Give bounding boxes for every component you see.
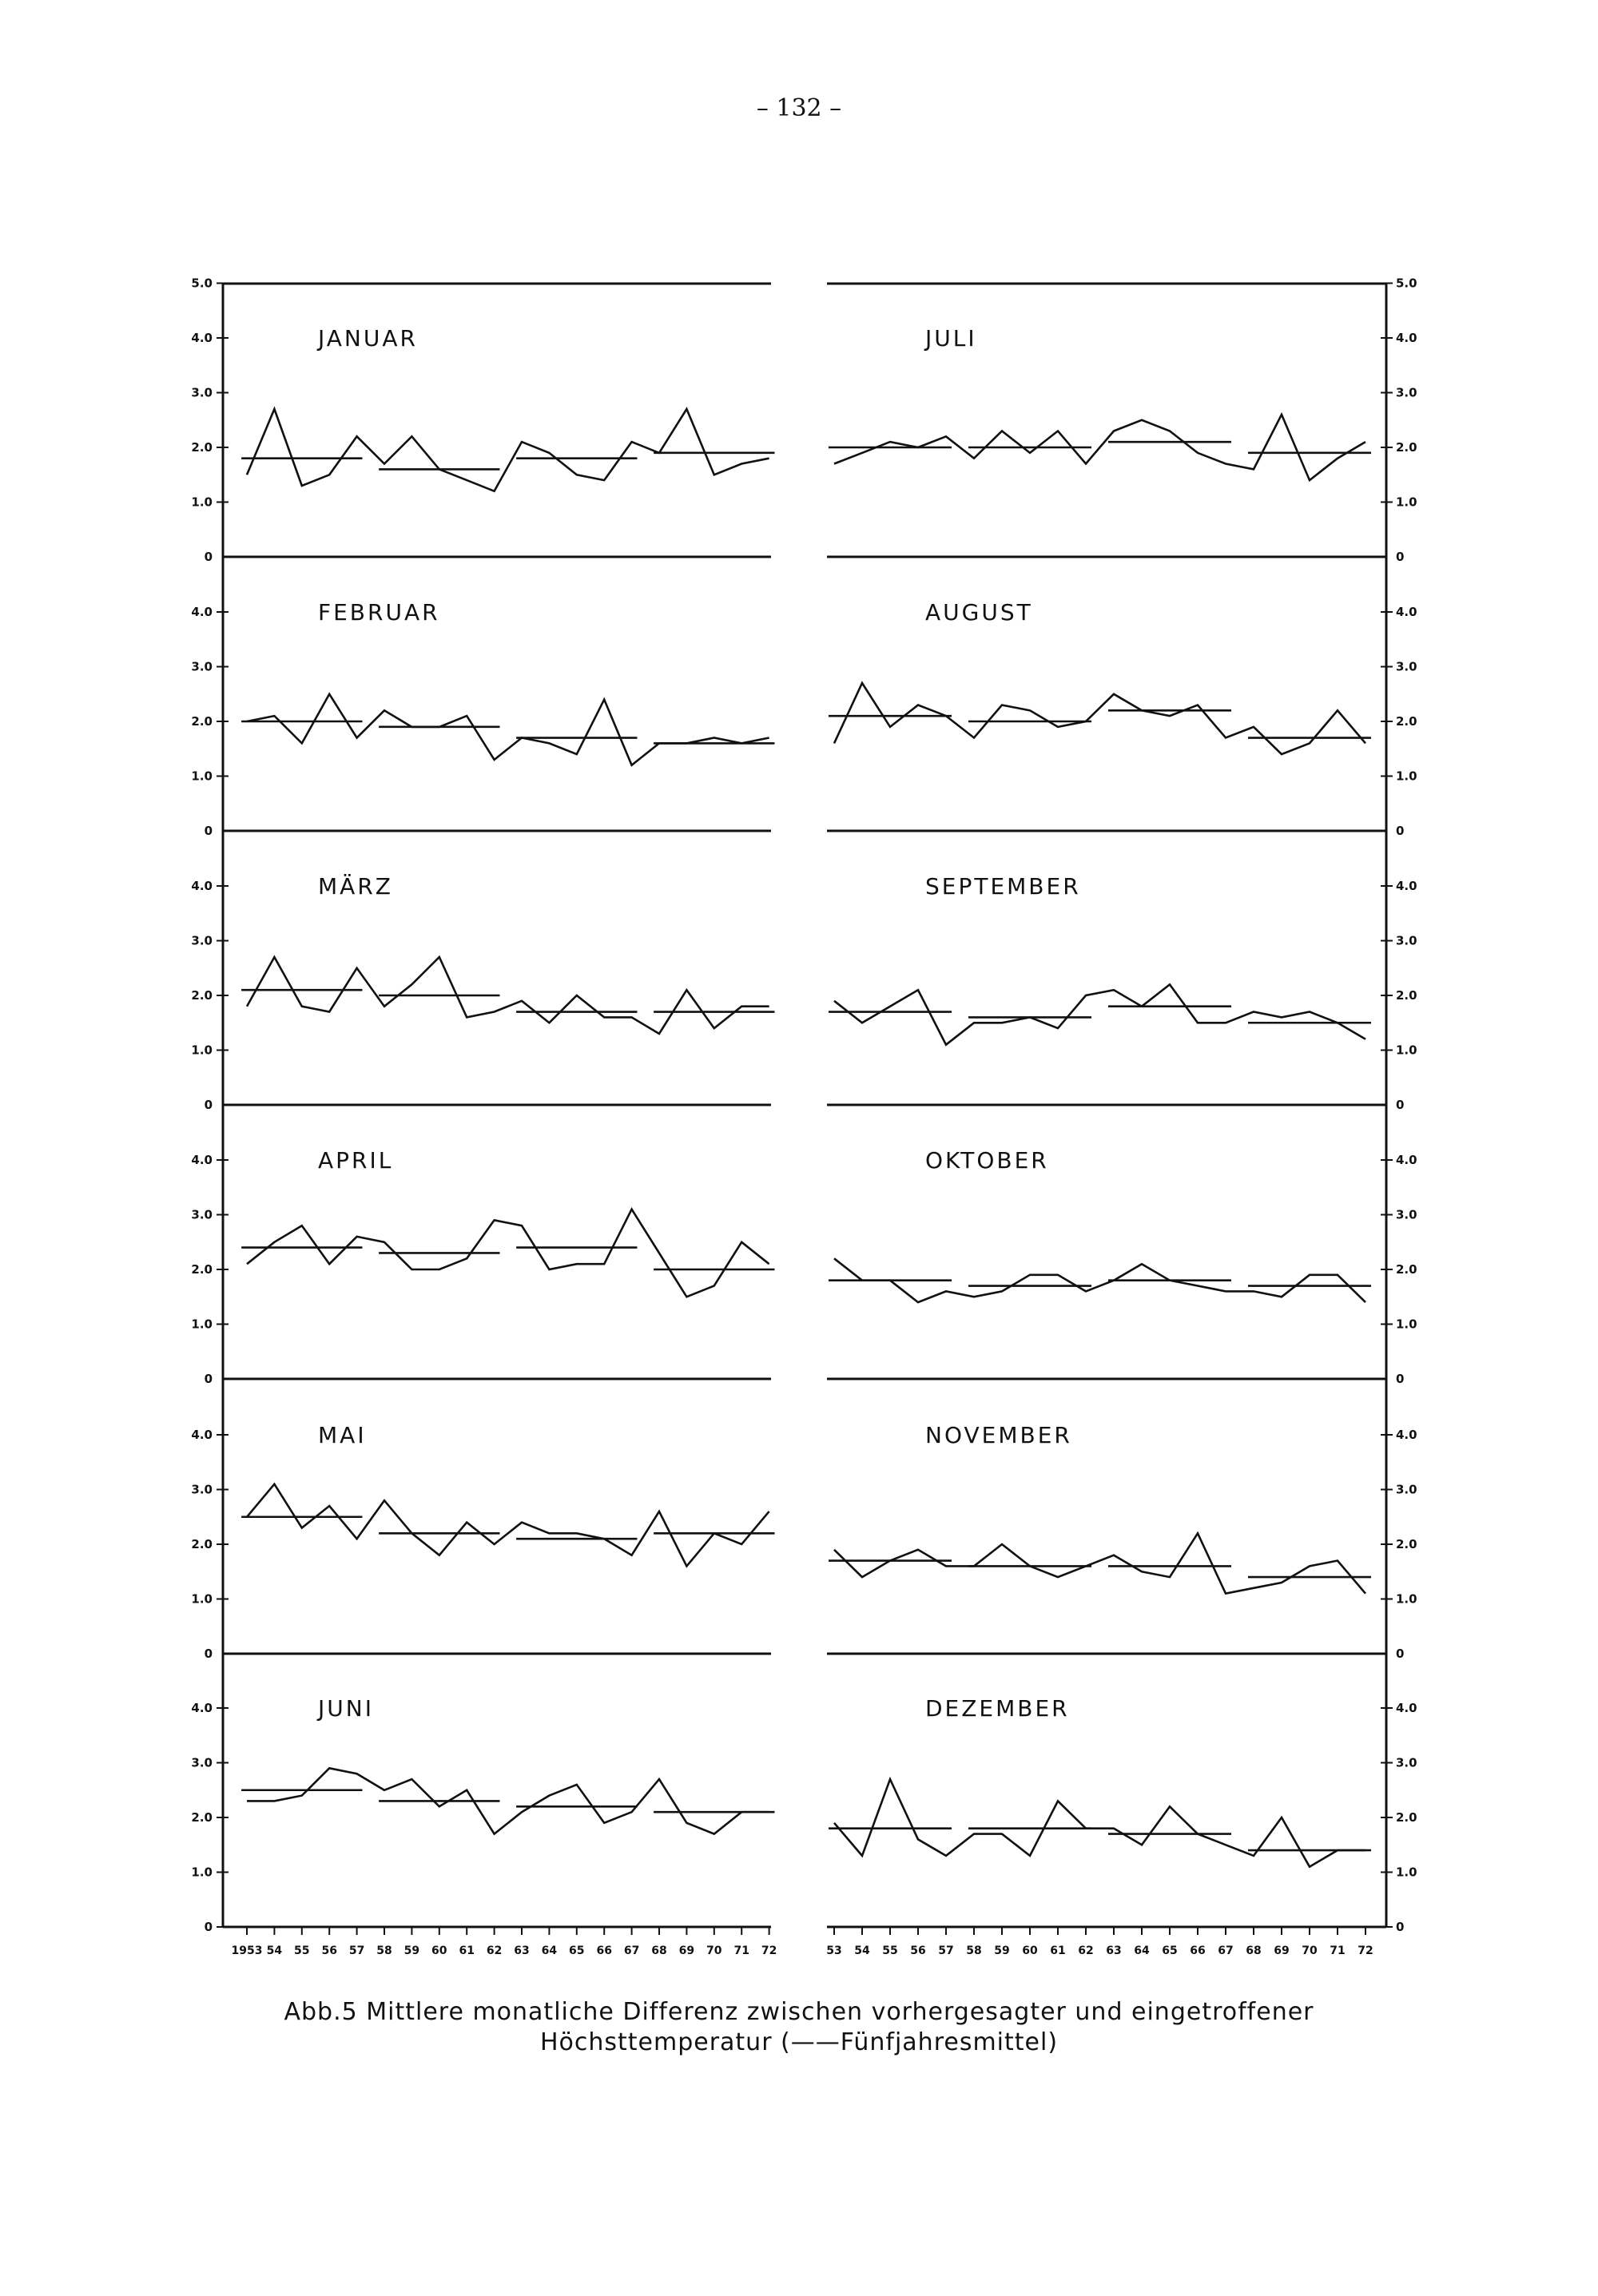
y-tick-label-left: 5.0: [191, 276, 213, 291]
y-tick-label-left: 3.0: [191, 1755, 213, 1770]
panel-title-september: SEPTEMBER: [925, 873, 1081, 900]
y-tick-label-right: 2.0: [1396, 440, 1417, 455]
y-tick-label-left: 1.0: [191, 1865, 213, 1880]
x-tick-label-left: 66: [596, 1944, 612, 1957]
y-tick-label-right: 4.0: [1396, 1153, 1417, 1167]
y-tick-label-right: 2.0: [1396, 1810, 1417, 1825]
x-tick-label-left: 57: [348, 1944, 365, 1957]
y-tick-label-right: 4.0: [1396, 331, 1417, 345]
y-tick-label-left: 2.0: [191, 1810, 213, 1825]
y-tick-label-left: 0: [204, 1372, 213, 1386]
x-tick-label-left: 58: [376, 1944, 392, 1957]
x-tick-label-left: 61: [459, 1944, 475, 1957]
y-tick-label-right: 4.0: [1396, 1428, 1417, 1442]
x-tick-label-right: 68: [1246, 1944, 1262, 1957]
y-tick-label-left: 2.0: [191, 988, 213, 1003]
y-tick-label-left: 4.0: [191, 1153, 213, 1167]
panel-title-november: NOVEMBER: [925, 1422, 1072, 1448]
y-tick-label-right: 1.0: [1396, 1317, 1417, 1332]
y-tick-label-right: 3.0: [1396, 659, 1417, 674]
y-tick-label-left: 3.0: [191, 659, 213, 674]
y-tick-label-right: 3.0: [1396, 1482, 1417, 1497]
y-tick-label-left: 2.0: [191, 714, 213, 729]
y-tick-label-left: 1.0: [191, 1043, 213, 1058]
y-tick-label-right: 1.0: [1396, 1043, 1417, 1058]
y-tick-label-right: 3.0: [1396, 1207, 1417, 1222]
panel-title-april: APRIL: [318, 1147, 394, 1174]
x-tick-label-left: 68: [651, 1944, 667, 1957]
series-line-juni: [247, 1768, 769, 1833]
y-tick-label-right: 0: [1396, 1372, 1405, 1386]
series-line-maerz: [247, 957, 769, 1034]
x-tick-label-left: 54: [266, 1944, 283, 1957]
x-tick-label-right: 61: [1050, 1944, 1066, 1957]
y-tick-label-right: 0: [1396, 1098, 1405, 1112]
x-tick-label-right: 60: [1022, 1944, 1038, 1957]
x-tick-label-right: 53: [826, 1944, 842, 1957]
x-tick-label-left: 71: [733, 1944, 749, 1957]
panel-title-juli: JULI: [925, 325, 977, 352]
y-tick-label-left: 2.0: [191, 1537, 213, 1551]
y-tick-label-right: 3.0: [1396, 385, 1417, 400]
y-tick-label-left: 3.0: [191, 385, 213, 400]
x-tick-label-right: 56: [910, 1944, 926, 1957]
figure-caption: [0, 1997, 1598, 2058]
panel-title-august: AUGUST: [925, 599, 1033, 626]
x-tick-label-right: 71: [1330, 1944, 1346, 1957]
series-line-dezember: [834, 1779, 1365, 1867]
panel-title-mai: MAI: [318, 1422, 367, 1448]
x-tick-label-left: 69: [678, 1944, 695, 1957]
x-tick-label-right: 70: [1302, 1944, 1318, 1957]
y-tick-label-right: 0: [1396, 1647, 1405, 1661]
y-tick-label-left: 2.0: [191, 1262, 213, 1277]
x-tick-label-right: 65: [1162, 1944, 1178, 1957]
y-tick-label-right: 3.0: [1396, 1755, 1417, 1770]
y-tick-label-left: 4.0: [191, 605, 213, 619]
x-tick-label-left: 63: [514, 1944, 530, 1957]
series-line-september: [834, 984, 1365, 1044]
x-tick-label-left: 64: [541, 1944, 558, 1957]
y-tick-label-right: 2.0: [1396, 1537, 1417, 1551]
y-tick-label-right: 0: [1396, 1920, 1405, 1934]
page-number: – 132 –: [756, 94, 842, 122]
x-tick-label-left: 55: [294, 1944, 310, 1957]
y-tick-label-left: 3.0: [191, 1207, 213, 1222]
y-tick-label-right: 0: [1396, 824, 1405, 838]
panel-title-dezember: DEZEMBER: [925, 1695, 1070, 1722]
y-tick-label-left: 4.0: [191, 1428, 213, 1442]
y-tick-label-right: 4.0: [1396, 879, 1417, 893]
y-tick-label-left: 4.0: [191, 1701, 213, 1715]
x-tick-label-right: 57: [938, 1944, 954, 1957]
panel-title-februar: FEBRUAR: [318, 599, 440, 626]
x-tick-label-right: 54: [854, 1944, 870, 1957]
y-tick-label-right: 5.0: [1396, 276, 1417, 291]
y-tick-label-right: 1.0: [1396, 1865, 1417, 1880]
x-tick-label-left: 59: [403, 1944, 420, 1957]
y-tick-label-right: 4.0: [1396, 1701, 1417, 1715]
x-tick-label-left: 56: [321, 1944, 337, 1957]
x-tick-label-left: 62: [486, 1944, 503, 1957]
y-tick-label-left: 1.0: [191, 1317, 213, 1332]
series-line-november: [834, 1533, 1365, 1593]
y-tick-label-left: 0: [204, 1647, 213, 1661]
y-tick-label-right: 4.0: [1396, 605, 1417, 619]
series-line-august: [834, 683, 1365, 754]
panel-title-maerz: MÄRZ: [318, 873, 393, 900]
x-tick-label-left: 1953: [231, 1944, 263, 1957]
x-tick-label-right: 63: [1106, 1944, 1122, 1957]
y-tick-label-right: 1.0: [1396, 495, 1417, 510]
y-tick-label-right: 2.0: [1396, 714, 1417, 729]
x-tick-label-right: 55: [882, 1944, 898, 1957]
caption-line-2: Höchsttemperatur (——Fünfjahresmittel): [539, 2028, 1059, 2056]
y-tick-label-left: 3.0: [191, 1482, 213, 1497]
x-tick-label-right: 64: [1134, 1944, 1150, 1957]
y-tick-label-left: 1.0: [191, 1591, 213, 1607]
y-tick-label-right: 2.0: [1396, 1262, 1417, 1277]
y-tick-label-left: 3.0: [191, 933, 213, 948]
x-tick-label-right: 58: [966, 1944, 982, 1957]
x-tick-label-left: 70: [706, 1944, 722, 1957]
x-tick-label-right: 69: [1274, 1944, 1290, 1957]
y-tick-label-right: 1.0: [1396, 769, 1417, 784]
series-line-april: [247, 1210, 769, 1297]
y-tick-label-right: 1.0: [1396, 1591, 1417, 1607]
x-tick-label-right: 67: [1218, 1944, 1234, 1957]
x-tick-label-left: 65: [569, 1944, 585, 1957]
x-tick-label-right: 62: [1078, 1944, 1094, 1957]
x-tick-label-right: 72: [1358, 1944, 1373, 1957]
y-tick-label-left: 0: [204, 1920, 213, 1934]
y-tick-label-left: 0: [204, 1098, 213, 1112]
x-tick-label-right: 66: [1190, 1944, 1206, 1957]
panel-title-januar: JANUAR: [318, 325, 418, 352]
y-tick-label-left: 2.0: [191, 440, 213, 455]
x-tick-label-left: 60: [431, 1944, 447, 1957]
y-tick-label-left: 1.0: [191, 495, 213, 510]
series-line-mai: [247, 1484, 769, 1567]
series-line-februar: [247, 694, 769, 765]
y-tick-label-left: 4.0: [191, 879, 213, 893]
y-tick-label-left: 1.0: [191, 769, 213, 784]
y-tick-label-right: 0: [1396, 550, 1405, 564]
y-tick-label-left: 0: [204, 824, 213, 838]
x-tick-label-left: 72: [761, 1944, 777, 1957]
x-tick-label-right: 59: [994, 1944, 1010, 1957]
caption-line-1: Abb.5 Mittlere monatliche Differenz zwischen vorhergesagter und eingetroffener: [284, 1998, 1314, 2026]
x-tick-label-left: 67: [623, 1944, 640, 1957]
panel-title-oktober: OKTOBER: [925, 1147, 1049, 1174]
y-tick-label-left: 4.0: [191, 331, 213, 345]
panel-title-juni: JUNI: [318, 1695, 374, 1722]
y-tick-label-left: 0: [204, 550, 213, 564]
y-tick-label-right: 3.0: [1396, 933, 1417, 948]
y-tick-label-right: 2.0: [1396, 988, 1417, 1003]
series-line-januar: [247, 409, 769, 491]
